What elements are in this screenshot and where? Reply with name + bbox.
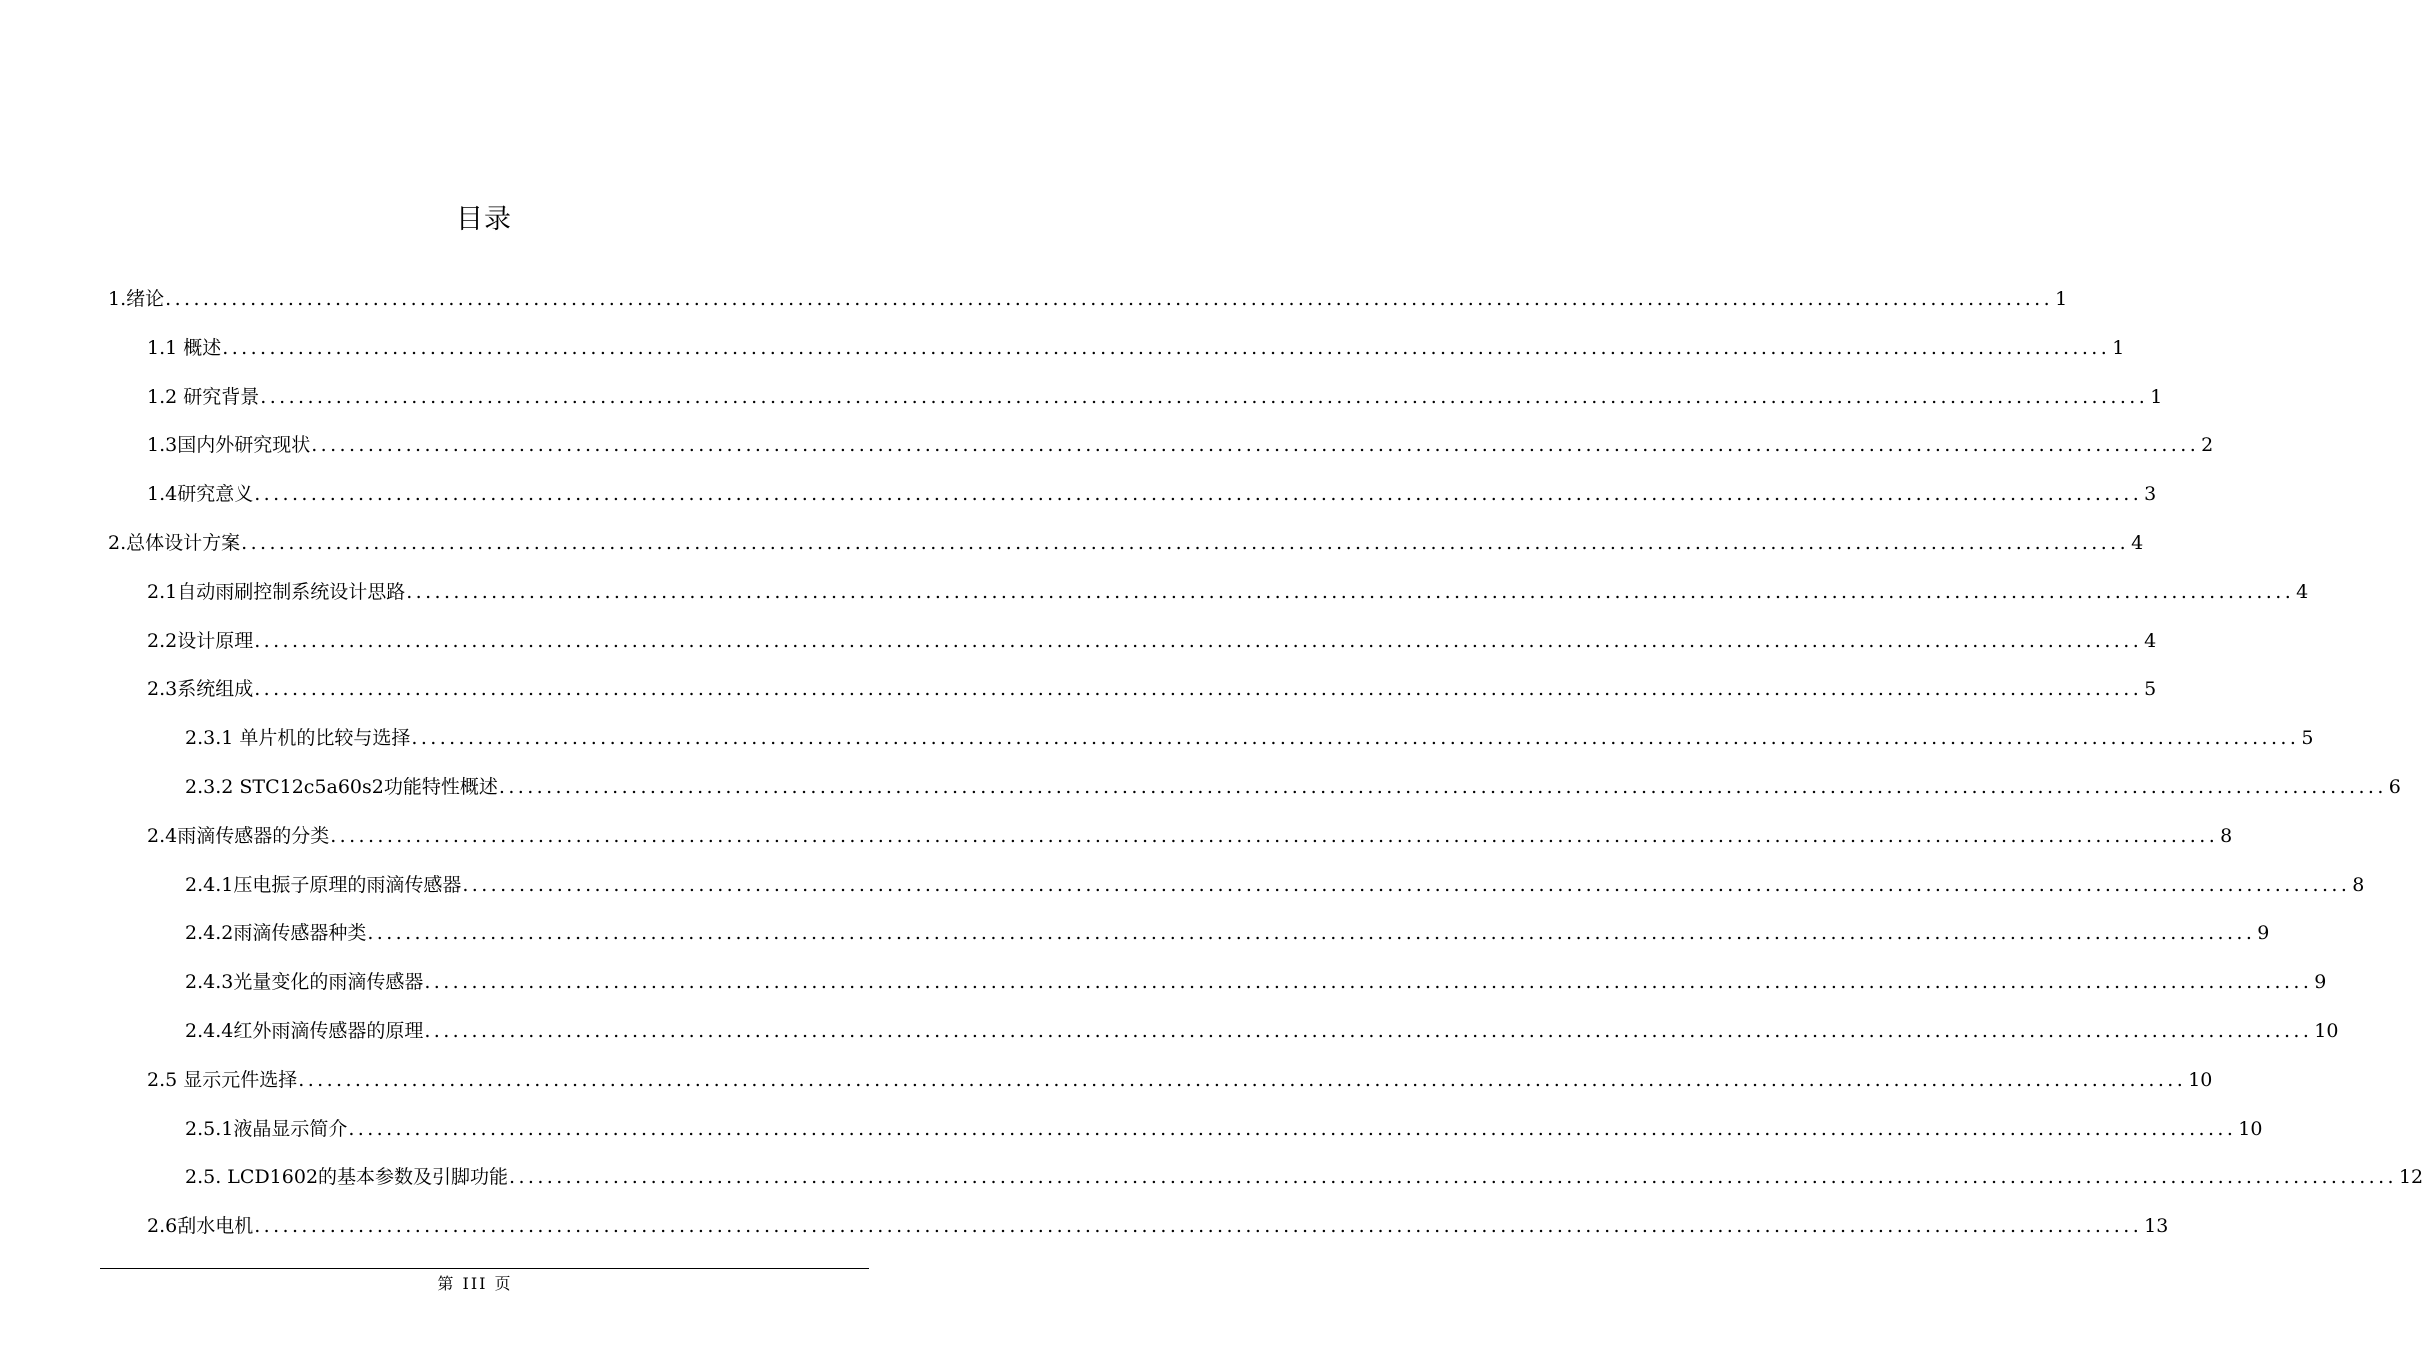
toc-entry-page-number: 6 — [2388, 776, 2401, 798]
toc-dot-leader: ........................................................................................................................................................................................................ — [260, 386, 2149, 408]
toc-dot-leader: ........................................................................................................................................................................................................ — [254, 630, 2143, 652]
toc-entry[interactable] — [147, 661, 2157, 701]
toc-entry[interactable] — [185, 759, 2401, 799]
toc-entry[interactable] — [185, 1101, 2263, 1141]
toc-entry-page-number: 4 — [2296, 581, 2309, 603]
toc-entry[interactable] — [147, 613, 2157, 653]
toc-entry-label: 1.1 概述 — [147, 337, 222, 359]
toc-entry-page-number: 1 — [2112, 337, 2125, 359]
toc-entry[interactable] — [185, 857, 2365, 897]
toc-entry-label: 2.4.4红外雨滴传感器的原理 — [185, 1020, 424, 1042]
toc-entry[interactable] — [108, 271, 2068, 311]
toc-entry-page-number: 12 — [2398, 1166, 2423, 1188]
page-title: 目录 — [456, 204, 512, 235]
toc-dot-leader: ........................................................................................................................................................................................................ — [406, 581, 2295, 603]
toc-entry-label: 2.1自动雨刷控制系统设计思路 — [147, 581, 406, 603]
toc-dot-leader: ........................................................................................................................................................................................................ — [411, 727, 2300, 749]
toc-entry-label: 2.5. LCD1602的基本参数及引脚功能 — [185, 1166, 509, 1188]
toc-entry[interactable] — [185, 954, 2327, 994]
toc-entry-label: 1.3国内外研究现状 — [147, 434, 311, 456]
toc-entry-page-number: 10 — [2238, 1118, 2263, 1140]
toc-dot-leader: ........................................................................................................................................................................................................ — [330, 825, 2219, 847]
toc-entry-label: 2.3.2 STC12c5a60s2功能特性概述 — [185, 776, 498, 798]
toc-entry[interactable] — [147, 466, 2157, 506]
toc-dot-leader: ........................................................................................................................................................................................................ — [254, 678, 2143, 700]
toc-entry-label: 1.绪论 — [108, 288, 165, 310]
toc-entry-label: 2.4.3光量变化的雨滴传感器 — [185, 971, 424, 993]
toc-dot-leader: ........................................................................................................................................................................................................ — [367, 922, 2256, 944]
toc-dot-leader: ........................................................................................................................................................................................................ — [509, 1166, 2397, 1188]
toc-entry[interactable] — [147, 564, 2309, 604]
toc-entry-label: 2.4雨滴传感器的分类 — [147, 825, 330, 847]
toc-entry-page-number: 13 — [2144, 1215, 2169, 1237]
toc-entry-label: 2.3系统组成 — [147, 678, 254, 700]
toc-entry-page-number: 4 — [2131, 532, 2144, 554]
toc-entry-page-number: 9 — [2257, 922, 2270, 944]
toc-dot-leader: ........................................................................................................................................................................................................ — [462, 874, 2351, 896]
toc-entry[interactable] — [185, 1149, 2423, 1189]
toc-entry-label: 2.2设计原理 — [147, 630, 254, 652]
toc-entry-label: 2.6刮水电机 — [147, 1215, 254, 1237]
toc-dot-leader: ........................................................................................................................................................................................................ — [254, 483, 2143, 505]
toc-entry-page-number: 10 — [2314, 1020, 2339, 1042]
toc-dot-leader: ........................................................................................................................................................................................................ — [254, 1215, 2143, 1237]
toc-entry[interactable] — [108, 515, 2144, 555]
toc-entry-page-number: 8 — [2352, 874, 2365, 896]
toc-entry-page-number: 8 — [2220, 825, 2233, 847]
toc-dot-leader: ........................................................................................................................................................................................................ — [222, 337, 2111, 359]
toc-entry-label: 2.4.1压电振子原理的雨滴传感器 — [185, 874, 462, 896]
toc-entry-label: 2.5 显示元件选择 — [147, 1069, 298, 1091]
toc-dot-leader: ........................................................................................................................................................................................................ — [241, 532, 2130, 554]
toc-entry-page-number: 2 — [2201, 434, 2214, 456]
toc-entry-page-number: 9 — [2314, 971, 2327, 993]
toc-entry[interactable] — [147, 369, 2163, 409]
page-number-footer: 第 III 页 — [437, 1274, 513, 1293]
toc-dot-leader: ........................................................................................................................................................................................................ — [165, 288, 2054, 310]
toc-entry-label: 2.5.1液晶显示简介 — [185, 1118, 348, 1140]
toc-dot-leader: ........................................................................................................................................................................................................ — [424, 1020, 2313, 1042]
toc-dot-leader: ........................................................................................................................................................................................................ — [424, 971, 2313, 993]
toc-entry-page-number: 10 — [2188, 1069, 2213, 1091]
toc-entry-page-number: 5 — [2301, 727, 2314, 749]
toc-entry-page-number: 1 — [2055, 288, 2068, 310]
toc-entry[interactable] — [147, 320, 2125, 360]
toc-entry-page-number: 1 — [2150, 386, 2163, 408]
toc-entry-page-number: 5 — [2144, 678, 2157, 700]
footer-divider — [100, 1268, 869, 1269]
toc-entry[interactable] — [147, 1198, 2169, 1238]
toc-entry-label: 2.4.2雨滴传感器种类 — [185, 922, 367, 944]
toc-entry[interactable] — [185, 710, 2314, 750]
toc-entry-label: 2.总体设计方案 — [108, 532, 241, 554]
toc-dot-leader: ........................................................................................................................................................................................................ — [498, 776, 2387, 798]
toc-entry[interactable] — [147, 1052, 2213, 1092]
toc-entry[interactable] — [185, 1003, 2339, 1043]
toc-dot-leader: ........................................................................................................................................................................................................ — [348, 1118, 2237, 1140]
toc-dot-leader: ........................................................................................................................................................................................................ — [311, 434, 2200, 456]
toc-entry-label: 1.4研究意义 — [147, 483, 254, 505]
toc-entry[interactable] — [147, 808, 2233, 848]
toc-entry-label: 1.2 研究背景 — [147, 386, 260, 408]
toc-entry-label: 2.3.1 单片机的比较与选择 — [185, 727, 411, 749]
toc-entry-page-number: 4 — [2144, 630, 2157, 652]
toc-dot-leader: ........................................................................................................................................................................................................ — [298, 1069, 2187, 1091]
toc-entry-page-number: 3 — [2144, 483, 2157, 505]
toc-entry[interactable] — [185, 905, 2270, 945]
toc-entry[interactable] — [147, 417, 2214, 457]
